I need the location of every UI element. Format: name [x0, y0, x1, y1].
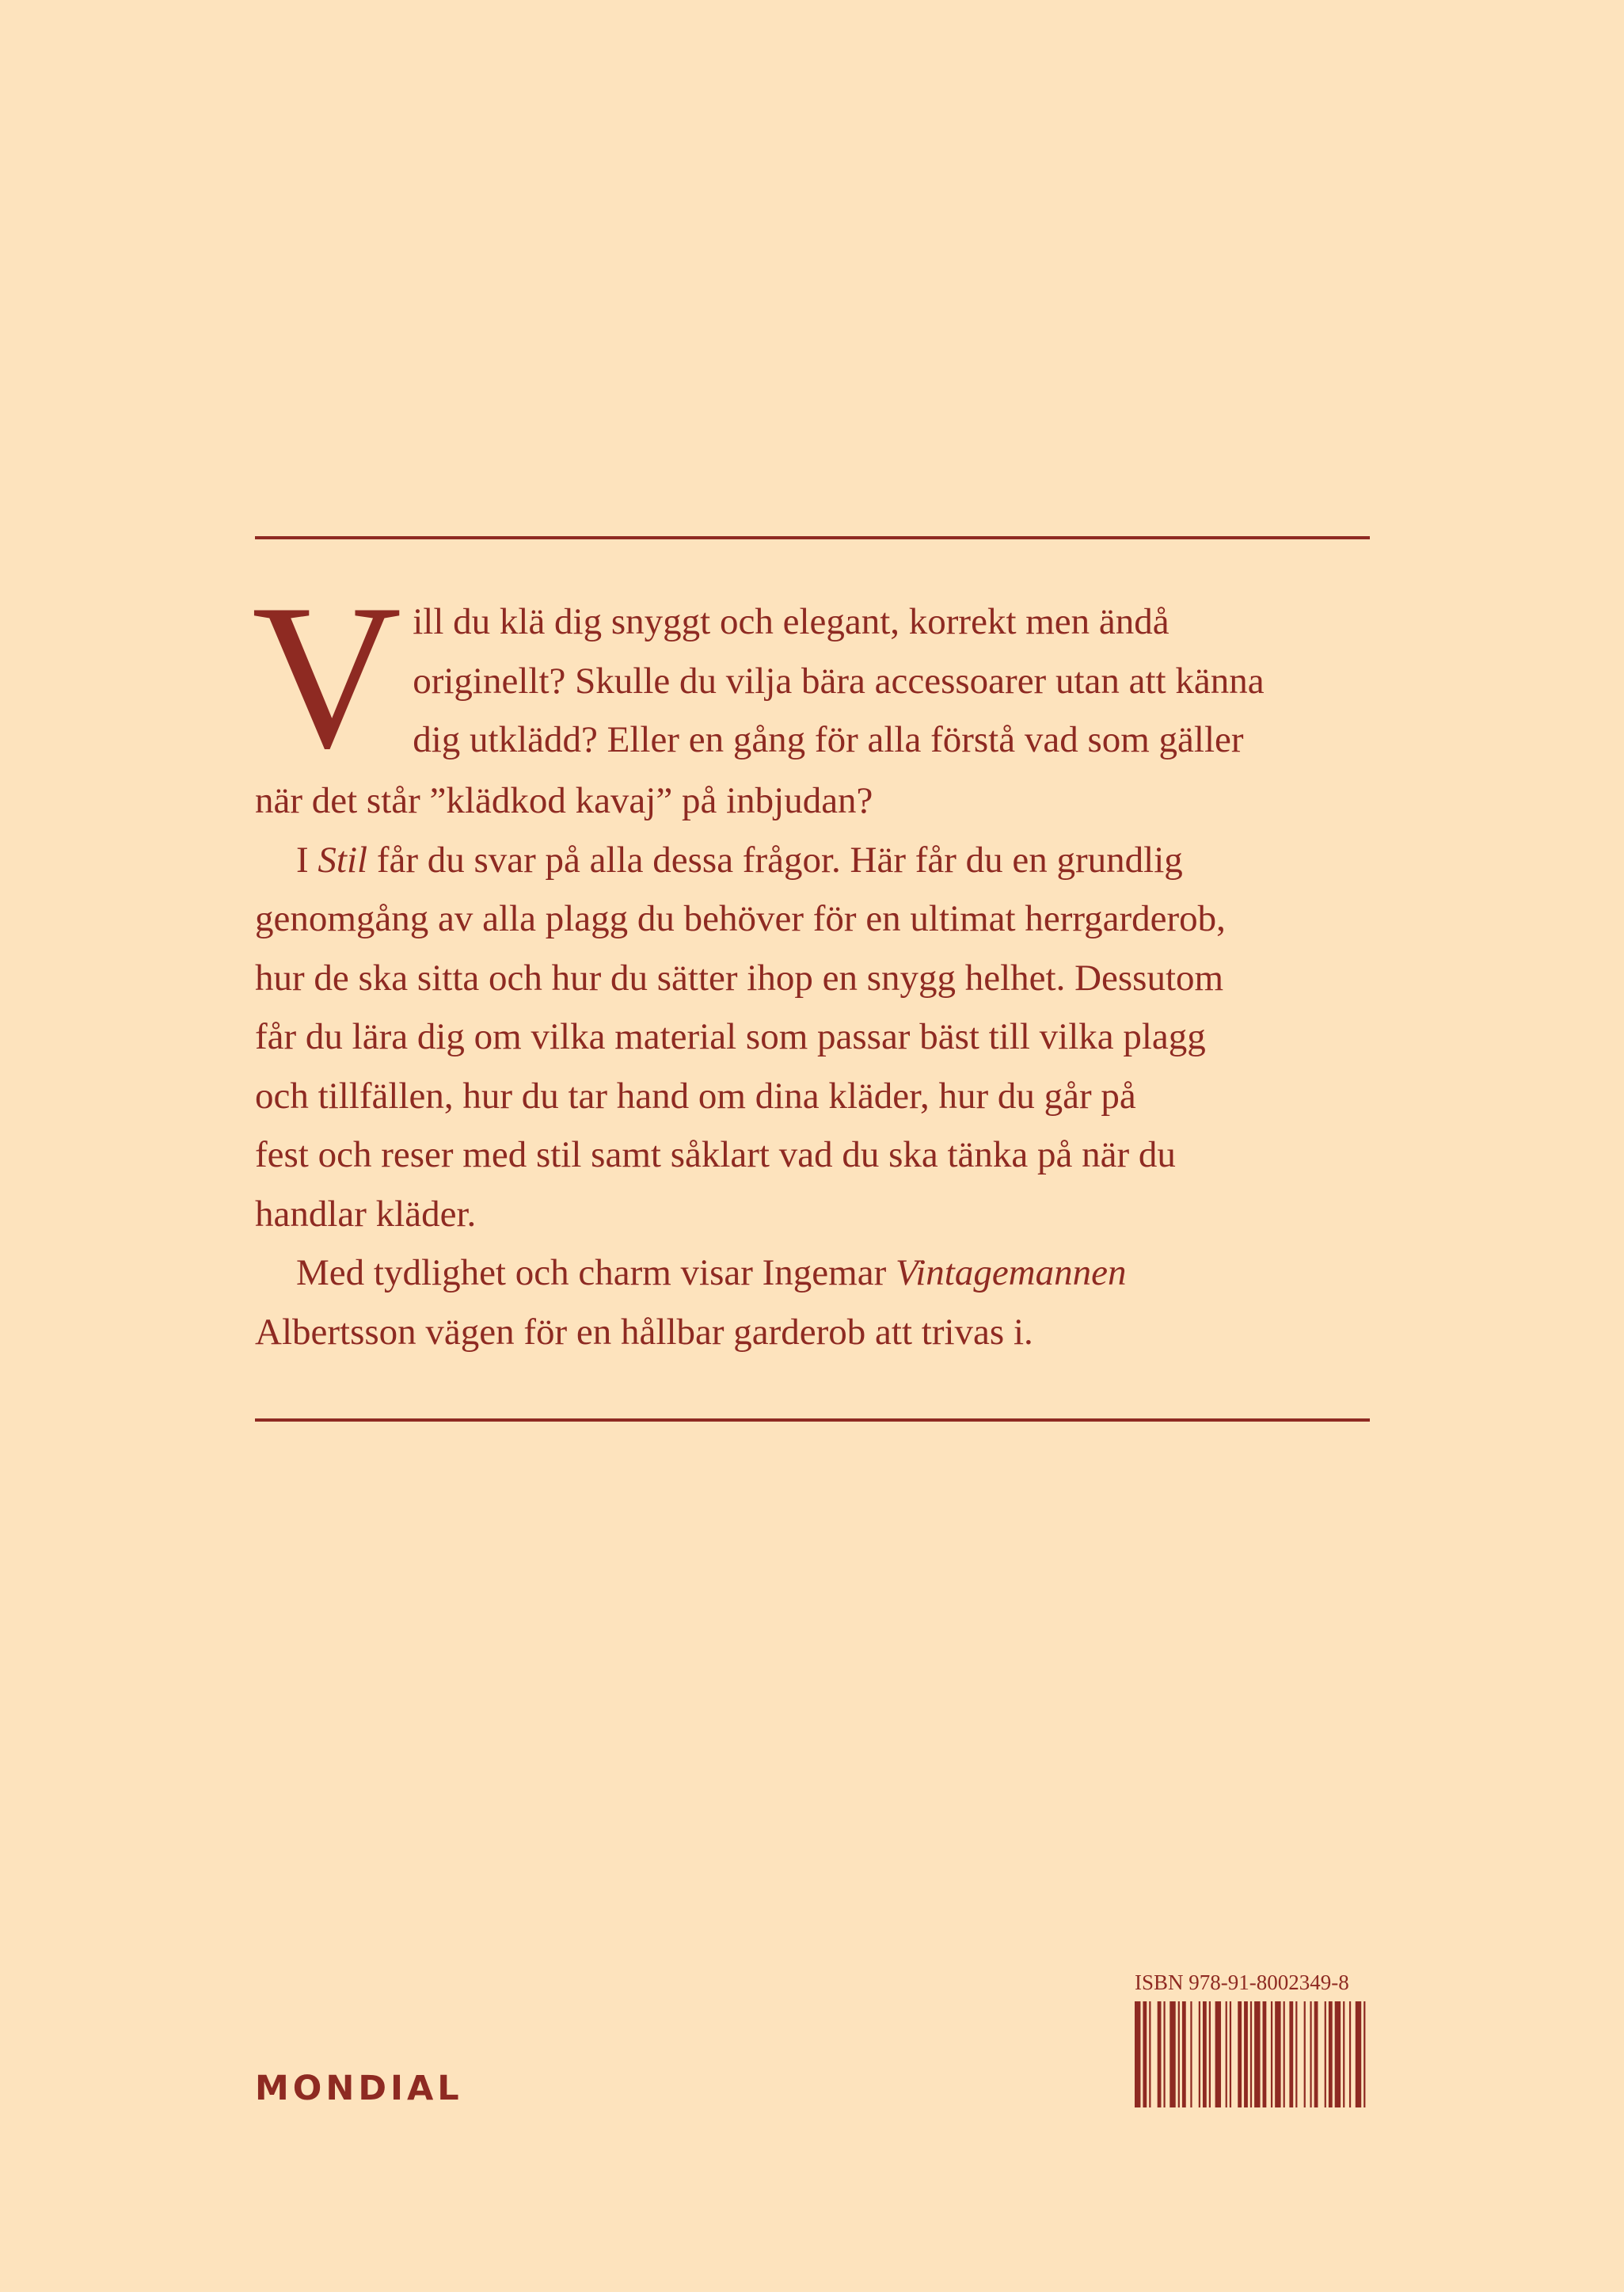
paragraph-2 [255, 831, 1370, 1244]
barcode-bar [1343, 2001, 1344, 2107]
barcode-bar [1209, 2001, 1211, 2107]
barcode-bar [1215, 2001, 1221, 2107]
paragraph-2-line: hur de ska sitta och hur du sätter ihop en snygg helhet. Dessutom [255, 957, 1224, 999]
paragraph-3 [255, 1243, 1370, 1361]
barcode-bar [1203, 2001, 1207, 2107]
paragraph-2-rest: får du svar på alla dessa frågor. Här får du en grundlig [367, 839, 1183, 881]
paragraph-2-line: handlar kläder. [255, 1193, 477, 1235]
paragraph-2-line: genomgång av alla plagg du behöver för en ultimat herrgarderob, [255, 898, 1226, 939]
barcode-bar [1289, 2001, 1293, 2107]
barcode-bar [1325, 2001, 1326, 2107]
barcode-bar [1158, 2001, 1162, 2107]
barcode-bar [1295, 2001, 1297, 2107]
paragraph-1-line: ill du klä dig snyggt och elegant, korrekt men ändå [413, 601, 1170, 642]
barcode-bar [1304, 2001, 1306, 2107]
barcode-bar [1250, 2001, 1252, 2107]
barcode-bar [1275, 2001, 1280, 2107]
barcode-bar [1226, 2001, 1227, 2107]
paragraph-1-line: när det står ”klädkod kavaj” på inbjudan? [255, 780, 873, 821]
paragraph-2-line: fest och reser med stil samt såklart vad du ska tänka på när du [255, 1134, 1176, 1175]
barcode-bar [1199, 2001, 1200, 2107]
barcode-bar [1329, 2001, 1333, 2107]
barcode-bar [1190, 2001, 1192, 2107]
paragraph-2-line: och tillfällen, hur du tar hand om dina kläder, hur du går på [255, 1075, 1136, 1117]
barcode-bar [1310, 2001, 1311, 2107]
drop-cap: V [252, 562, 402, 791]
barcode-bar [1143, 2001, 1147, 2107]
barcode-bar [1314, 2001, 1318, 2107]
paragraph-2-line [255, 831, 1370, 890]
paragraph-3-start: Med tydlighet och charm visar Ingemar [296, 1252, 896, 1293]
barcode-bar [1230, 2001, 1231, 2107]
paragraph-1-line: dig utklädd? Eller en gång för alla förstå vad som gäller [413, 719, 1244, 760]
barcode-bar [1254, 2001, 1260, 2107]
author-nickname: Vintagemannen [895, 1252, 1127, 1293]
barcode [1135, 2001, 1370, 2107]
barcode-bar [1182, 2001, 1186, 2107]
book-title: Stil [318, 839, 368, 881]
barcode-bar [1349, 2001, 1351, 2107]
paragraph-1 [252, 562, 1370, 831]
paragraph-2-lead: I [296, 839, 318, 881]
barcode-bar [1363, 2001, 1365, 2107]
publisher-logo: MONDIAL [255, 2069, 463, 2108]
barcode-bar [1163, 2001, 1165, 2107]
isbn-label: ISBN 978-91-8002349-8 [1135, 1970, 1349, 1994]
barcode-bar [1284, 2001, 1285, 2107]
barcode-bar [1263, 2001, 1267, 2107]
barcode-bar [1178, 2001, 1180, 2107]
paragraph-3-line: Albertsson vägen för en hållbar garderob att trivas i. [255, 1311, 1033, 1353]
barcode-bar [1170, 2001, 1175, 2107]
top-rule [255, 536, 1370, 539]
blurb-text [252, 562, 1370, 1361]
paragraph-3-line [255, 1243, 1370, 1303]
bottom-rule [255, 1418, 1370, 1422]
barcode-bar [1356, 2001, 1361, 2107]
paragraph-1-line: originellt? Skulle du vilja bära accessoarer utan att känna [413, 660, 1265, 702]
barcode-bar [1135, 2001, 1140, 2107]
barcode-bar [1271, 2001, 1272, 2107]
paragraph-2-line: får du lära dig om vilka material som passar bäst till vilka plagg [255, 1016, 1206, 1057]
barcode-bar [1244, 2001, 1248, 2107]
barcode-bar [1335, 2001, 1341, 2107]
barcode-bar [1238, 2001, 1242, 2107]
barcode-bar [1149, 2001, 1150, 2107]
